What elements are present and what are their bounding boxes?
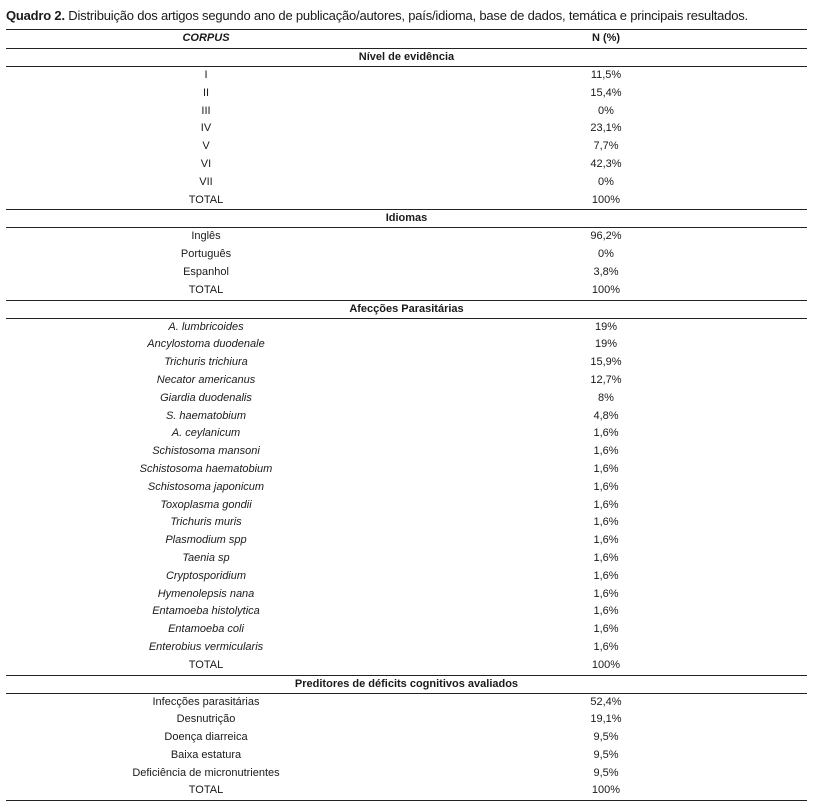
table-row	[6, 621, 807, 639]
table-row	[6, 67, 807, 85]
table-row	[6, 657, 807, 675]
table-row	[6, 336, 807, 354]
table-row	[6, 103, 807, 121]
row-value: 7,7%	[593, 140, 619, 153]
section-header	[6, 675, 807, 694]
caption-text: Distribuição dos artigos segundo ano de publicação/autores, país/idioma, base de dados, temática e principais resultados.	[64, 8, 748, 23]
row-label: Infecções parasitárias	[152, 695, 260, 708]
row-label: TOTAL	[188, 193, 224, 206]
table-body	[6, 49, 807, 800]
row-label: Enterobius vermicularis	[148, 640, 264, 653]
row-label: S. haematobium	[165, 409, 247, 422]
table-row	[6, 282, 807, 300]
table-caption	[6, 8, 748, 23]
row-value: 1,6%	[593, 623, 619, 636]
row-label: V	[202, 140, 210, 153]
table-row	[6, 174, 807, 192]
row-value: 1,6%	[593, 445, 619, 458]
row-value: 1,6%	[593, 587, 619, 600]
table-row	[6, 639, 807, 657]
row-value: 19%	[594, 320, 618, 333]
row-value: 15,4%	[590, 86, 622, 99]
row-label: VII	[199, 175, 213, 188]
row-label: Entamoeba histolytica	[152, 605, 260, 618]
table-row	[6, 408, 807, 426]
row-value: 100%	[591, 283, 621, 296]
row-label: Entamoeba coli	[168, 623, 244, 636]
row-label: III	[201, 104, 211, 117]
row-label: TOTAL	[188, 784, 224, 797]
row-label: Cryptosporidium	[165, 569, 247, 582]
row-label: A. ceylanicum	[171, 427, 241, 440]
table-row	[6, 192, 807, 210]
table-row	[6, 443, 807, 461]
table-row	[6, 156, 807, 174]
section-title: Nível de evidência	[358, 51, 455, 63]
data-table	[6, 29, 807, 801]
table-row	[6, 497, 807, 515]
row-label: Schistosoma haematobium	[139, 462, 273, 475]
table-row	[6, 479, 807, 497]
table-row	[6, 568, 807, 586]
row-value: 1,6%	[593, 498, 619, 511]
row-label: Toxoplasma gondii	[160, 498, 252, 511]
table-row	[6, 550, 807, 568]
row-label: Português	[180, 248, 232, 261]
row-label: IV	[200, 122, 212, 135]
row-value: 96,2%	[590, 230, 622, 243]
row-label: Schistosoma japonicum	[147, 480, 265, 493]
row-value: 1,6%	[593, 551, 619, 564]
row-label: Espanhol	[183, 265, 229, 278]
row-label: Doença diarreica	[164, 731, 248, 744]
table-row	[6, 532, 807, 550]
row-value: 4,8%	[593, 409, 619, 422]
row-value: 1,6%	[593, 534, 619, 547]
table-row	[6, 461, 807, 479]
row-label: II	[202, 86, 210, 99]
row-label: Hymenolepsis nana	[157, 587, 255, 600]
row-value: 100%	[591, 658, 621, 671]
row-label: Ancylostoma duodenale	[147, 338, 265, 351]
row-value: 0%	[598, 175, 614, 188]
table-row	[6, 603, 807, 621]
row-value: 1,6%	[593, 516, 619, 529]
row-value: 23,1%	[590, 122, 622, 135]
row-value: 42,3%	[590, 157, 622, 170]
table-row	[6, 138, 807, 156]
row-value: 15,9%	[590, 356, 622, 369]
row-label: Desnutrição	[176, 713, 236, 726]
table-row	[6, 120, 807, 138]
row-value: 11,5%	[590, 69, 622, 81]
table-row	[6, 246, 807, 264]
row-value: 3,8%	[593, 265, 619, 278]
row-value: 12,7%	[590, 373, 622, 386]
row-label: Necator americanus	[156, 373, 256, 386]
row-label: I	[204, 69, 208, 81]
table-row	[6, 711, 807, 729]
row-label: Deficiência de micronutrientes	[132, 766, 280, 779]
table-header	[6, 30, 807, 49]
row-label: TOTAL	[188, 658, 224, 671]
row-label: Taenia sp	[182, 551, 230, 564]
header-corpus: CORPUS	[182, 32, 230, 44]
row-value: 9,5%	[593, 766, 619, 779]
table-row	[6, 729, 807, 747]
row-value: 1,6%	[593, 605, 619, 618]
row-label: VI	[200, 157, 212, 170]
row-value: 100%	[591, 784, 621, 797]
section-header	[6, 300, 807, 319]
row-value: 0%	[598, 104, 614, 117]
row-label: Trichuris muris	[170, 516, 242, 529]
row-value: 9,5%	[593, 748, 619, 761]
row-value: 0%	[598, 248, 614, 261]
caption-label: Quadro 2.	[6, 8, 65, 23]
row-label: A. lumbricoides	[168, 320, 244, 333]
row-label: Plasmodium spp	[165, 534, 247, 547]
row-value: 1,6%	[593, 462, 619, 475]
row-label: Inglês	[191, 230, 221, 243]
header-n-percent: N (%)	[591, 32, 621, 44]
table-row	[6, 586, 807, 604]
row-value: 19,1%	[590, 713, 622, 726]
table-row	[6, 319, 807, 337]
table-row	[6, 372, 807, 390]
table-row	[6, 514, 807, 532]
row-value: 1,6%	[593, 427, 619, 440]
row-value: 9,5%	[593, 731, 619, 744]
row-value: 1,6%	[593, 640, 619, 653]
row-label: Baixa estatura	[170, 748, 242, 761]
section-header	[6, 49, 807, 67]
row-value: 8%	[598, 391, 614, 404]
row-value: 100%	[591, 193, 621, 206]
row-label: Schistosoma mansoni	[152, 445, 260, 458]
table-row	[6, 747, 807, 765]
row-label: Giardia duodenalis	[160, 391, 252, 404]
table-row	[6, 425, 807, 443]
section-header	[6, 209, 807, 228]
row-value: 1,6%	[593, 569, 619, 582]
row-label: Trichuris trichiura	[164, 356, 248, 369]
table-row	[6, 390, 807, 408]
section-title: Idiomas	[385, 212, 428, 225]
table-row	[6, 694, 807, 712]
section-title: Preditores de déficits cognitivos avaliados	[294, 677, 519, 690]
table-row	[6, 782, 807, 800]
table-row	[6, 264, 807, 282]
table-row	[6, 228, 807, 246]
row-value: 1,6%	[593, 480, 619, 493]
row-value: 52,4%	[590, 695, 622, 708]
table-row	[6, 85, 807, 103]
section-title: Afecções Parasitárias	[349, 302, 464, 315]
row-value: 19%	[594, 338, 618, 351]
table-row	[6, 354, 807, 372]
table-row	[6, 765, 807, 783]
row-label: TOTAL	[188, 283, 224, 296]
